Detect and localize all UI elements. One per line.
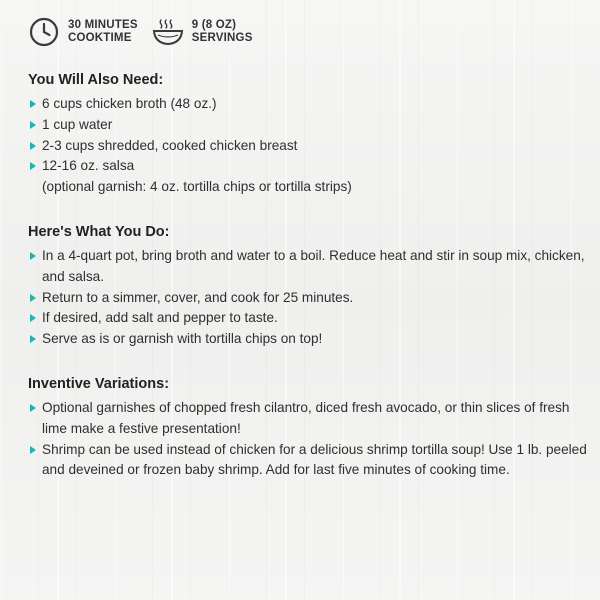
list-item [28, 156, 588, 198]
list-item-text: In a 4-quart pot, bring broth and water to a boil. Reduce heat and stir in soup mix, chicken, and salsa. [42, 248, 585, 284]
bullet-arrow-icon [30, 252, 36, 260]
variations-section [28, 374, 588, 481]
list-item [28, 136, 588, 157]
list-item [28, 115, 588, 136]
section-title: Here's What You Do: [28, 224, 170, 240]
clock-icon [28, 16, 60, 48]
bullet-arrow-icon [30, 294, 36, 302]
list-item-text: Return to a simmer, cover, and cook for 25 minutes. [42, 289, 354, 305]
bullet-arrow-icon [30, 142, 36, 150]
list-item [28, 329, 588, 350]
section-title: You Will Also Need: [28, 72, 164, 88]
cooktime-meta [28, 16, 138, 48]
servings-value: 9 (8 OZ) [191, 19, 237, 31]
list-item [28, 288, 588, 309]
list-item-text: Serve as is or garnish with tortilla chips on top! [42, 331, 323, 347]
list-item-text: Shrimp can be used instead of chicken for a delicious shrimp tortilla soup! Use 1 lb. peeled and deveined or frozen baby shrimp. Add for last five minutes of cooking time. [42, 441, 587, 478]
list-item [28, 440, 588, 482]
list-item [28, 246, 588, 288]
servings-meta [152, 16, 253, 48]
bullet-arrow-icon [30, 446, 36, 454]
list-item [28, 94, 588, 115]
bowl-icon [152, 16, 184, 48]
what-you-do-section [28, 222, 588, 350]
list-item [28, 308, 588, 329]
list-item [28, 398, 588, 440]
list-item-text: 1 cup water [42, 116, 113, 132]
list-item-text: If desired, add salt and pepper to taste. [42, 310, 278, 326]
list-item-text: 12-16 oz. salsa [42, 158, 135, 174]
section-title: Inventive Variations: [28, 376, 170, 392]
bullet-arrow-icon [30, 100, 36, 108]
cooktime-label: COOKTIME [68, 32, 132, 44]
bullet-arrow-icon [30, 162, 36, 170]
cooktime-text [68, 19, 138, 45]
bullet-arrow-icon [30, 404, 36, 412]
also-need-section [28, 70, 588, 198]
list-item-text: 6 cups chicken broth (48 oz.) [42, 96, 217, 111]
bullet-arrow-icon [30, 314, 36, 322]
bullet-arrow-icon [30, 335, 36, 343]
servings-text [192, 19, 253, 45]
steps-list [28, 246, 588, 350]
list-item-text: Optional garnishes of chopped fresh cilantro, diced fresh avocado, or thin slices of fresh lime make a festive presentation! [42, 400, 570, 436]
bullet-arrow-icon [30, 121, 36, 129]
servings-label: SERVINGS [191, 32, 253, 44]
list-item-text: 2-3 cups shredded, cooked chicken breast [42, 137, 298, 153]
variations-list [28, 398, 588, 481]
garnish-note: (optional garnish: 4 oz. tortilla chips or tortilla strips) [42, 179, 352, 195]
ingredient-list [28, 94, 588, 198]
recipe-meta-header [28, 14, 253, 50]
cooktime-value: 30 MINUTES [68, 19, 138, 31]
